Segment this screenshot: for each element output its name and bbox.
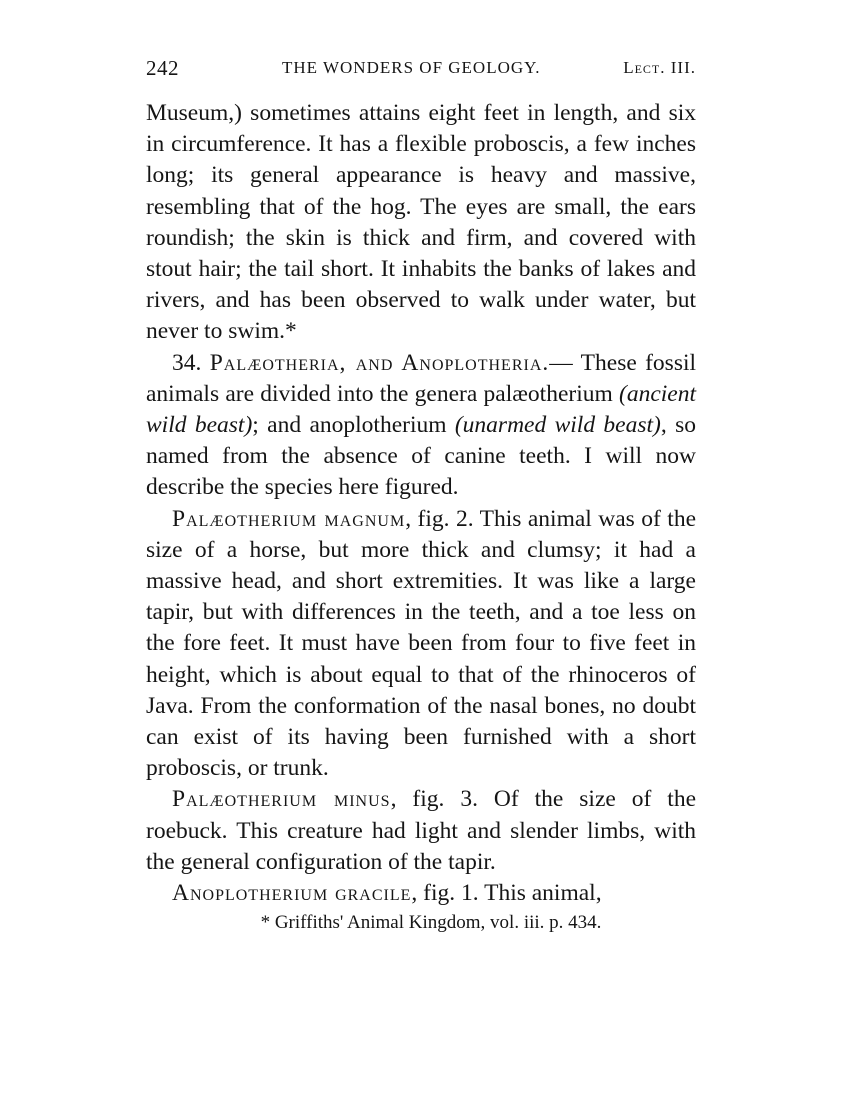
paragraph-palaeotherium-minus	[146, 784, 696, 878]
page-number: 242	[146, 56, 179, 80]
species-text: , fig. 3. Of the size of the roebuck. This creature had light and slender limbs, with the general configuration of the tapir.	[146, 786, 697, 875]
section-heading: Palæotheria, and Anoplotheria.	[209, 349, 550, 376]
book-page	[146, 52, 696, 935]
section-number: 34.	[172, 349, 202, 376]
species-name: Palæotherium minus	[172, 786, 391, 813]
paragraph-tapir: Museum,) sometimes attains eight feet in length, and six in circumference. It has a flexible proboscis, a few inches long; its general appearance is heavy and massive, resembling that of the hog. The eyes are small, the ears roundish; the skin is thick and firm, and covered with stout hair; the tail short. It inhabits the banks of lakes and rivers, and has been observed to walk under water, but never to swim.*	[146, 100, 696, 345]
section-dash: —	[549, 349, 573, 376]
paragraph-section-34	[146, 348, 696, 504]
species-text: , fig. 1. This animal,	[411, 880, 602, 907]
page-body	[146, 98, 696, 909]
paragraph-anoplotherium-gracile	[146, 878, 696, 909]
lecture-label: Lect. III.	[623, 58, 696, 77]
species-name: Anoplotherium gracile	[172, 880, 412, 907]
species-name: Palæotherium magnum	[172, 505, 406, 532]
running-title: THE WONDERS OF GEOLOGY.	[282, 58, 541, 77]
section-text: These fossil animals are divided into the genera palæotherium	[146, 349, 697, 407]
section-text: ; and anoplotherium	[252, 412, 455, 439]
section-text: , so named from the absence of canine teeth. I will now describe the species here figured.	[146, 412, 696, 501]
italic-translation: (ancient wild beast)	[146, 380, 696, 439]
species-text: , fig. 2. This animal was of the size of a horse, but more thick and clumsy; it had a massive head, and short extremities. It was like a large tapir, but with differences in the teeth, and a toe less on the fore feet. It must have been from four to five feet in height, which is about equal to that of the rhinoceros of Java. From the conformation of the nasal bones, no doubt can exist of its having been furnished with a short proboscis, or trunk.	[146, 505, 697, 782]
paragraph-palaeotherium-magnum	[146, 504, 696, 785]
italic-translation: (unarmed wild beast)	[454, 412, 661, 439]
footnote: * Griffiths' Animal Kingdom, vol. iii. p. 434.	[260, 912, 602, 934]
page-header	[146, 52, 696, 80]
